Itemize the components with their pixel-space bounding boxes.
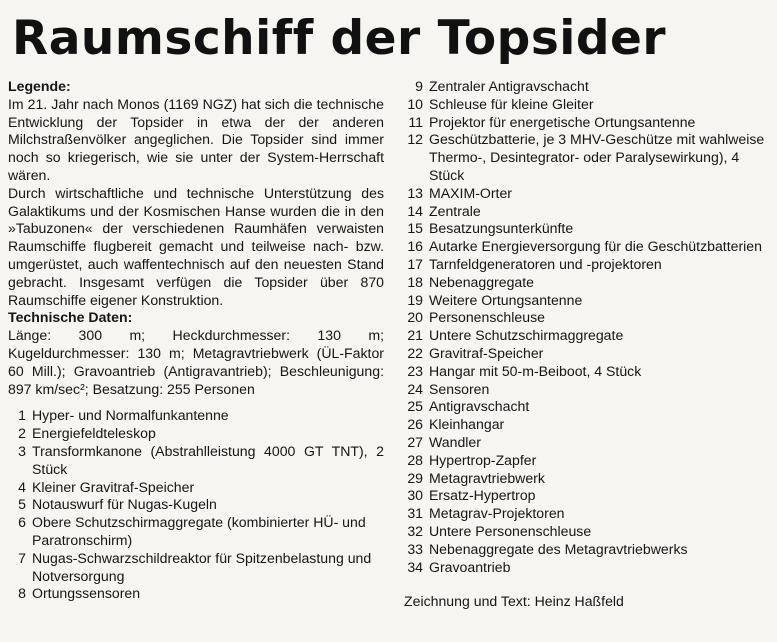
list-item bbox=[396, 434, 774, 452]
item-text: Nebenaggregate bbox=[429, 273, 535, 290]
list-item bbox=[396, 487, 774, 505]
item-text: Projektor für energetische Ortungsantenne bbox=[429, 113, 696, 130]
list-item bbox=[8, 443, 384, 479]
list-item bbox=[396, 185, 774, 203]
item-number: 19 bbox=[407, 291, 423, 308]
item-number: 28 bbox=[407, 451, 423, 468]
item-text: Zentraler Antigravschacht bbox=[429, 78, 589, 94]
item-number: 1 bbox=[18, 407, 26, 424]
item-number: 13 bbox=[407, 184, 423, 201]
item-number: 30 bbox=[407, 487, 423, 504]
item-text: Personenschleuse bbox=[429, 309, 545, 326]
list-item bbox=[396, 292, 774, 310]
item-text: Ersatz-Hypertrop bbox=[429, 487, 536, 504]
list-item bbox=[396, 114, 774, 132]
item-text: Wandler bbox=[429, 433, 481, 450]
right-column bbox=[396, 78, 774, 611]
list-item bbox=[396, 327, 774, 345]
item-text: Notauswurf für Nugas-Kugeln bbox=[32, 496, 217, 513]
left-column bbox=[8, 78, 384, 603]
item-number: 34 bbox=[407, 558, 423, 575]
item-number: 33 bbox=[407, 540, 423, 557]
item-number: 9 bbox=[415, 78, 423, 94]
list-item bbox=[8, 425, 384, 443]
item-number: 22 bbox=[407, 344, 423, 361]
list-item bbox=[396, 452, 774, 470]
item-number: 14 bbox=[407, 202, 423, 219]
list-item bbox=[396, 220, 774, 238]
list-item bbox=[396, 470, 774, 488]
item-text: Nebenaggregate des Metagravtriebwerks bbox=[429, 540, 688, 557]
list-item bbox=[8, 479, 384, 497]
item-text: Kleiner Gravitraf-Speicher bbox=[32, 478, 195, 495]
item-number: 4 bbox=[18, 478, 26, 495]
item-text: Antigravschacht bbox=[429, 398, 530, 415]
item-number: 2 bbox=[18, 425, 26, 442]
list-item bbox=[396, 541, 774, 559]
item-number: 27 bbox=[407, 433, 423, 450]
item-text: Nugas-Schwarzschildreaktor für Spitzenbelastung und Notversorgung bbox=[32, 549, 372, 584]
list-item bbox=[8, 514, 384, 550]
item-number: 6 bbox=[18, 514, 26, 531]
item-text: Untere Schutzschirmaggregate bbox=[429, 327, 624, 344]
page-title: Raumschiff der Topsider bbox=[12, 11, 667, 66]
item-text: Metagravtriebwerk bbox=[429, 469, 545, 486]
item-text: Geschützbatterie, je 3 MHV-Geschütze mit wahlweise Thermo-, Desintegrator- oder Paralysewirkung), 4 Stück bbox=[429, 131, 765, 183]
item-number: 32 bbox=[407, 522, 423, 539]
legend-list-right bbox=[396, 78, 774, 576]
item-text: Autarke Energieversorgung für die Geschützbatterien bbox=[429, 238, 762, 255]
list-item bbox=[396, 203, 774, 221]
legend-paragraph: Im 21. Jahr nach Monos (1169 NGZ) hat sich die technische Entwicklung der Topsider in etwa der der anderen Milchstraßenvölker angeglichen. Die Topsider sind immer noch so kriegerisch, wie sie unter der System-Herrschaft wären. bbox=[8, 95, 384, 183]
list-item bbox=[396, 309, 774, 327]
item-text: Ortungssensoren bbox=[32, 585, 141, 602]
item-text: MAXIM-Orter bbox=[429, 184, 512, 201]
item-text: Zentrale bbox=[429, 202, 481, 219]
item-text: Hypertrop-Zapfer bbox=[429, 451, 537, 468]
legend-list-left bbox=[8, 407, 384, 603]
item-text: Besatzungsunterkünfte bbox=[429, 220, 574, 237]
item-text: Schleuse für kleine Gleiter bbox=[429, 95, 594, 112]
item-text: Obere Schutzschirmaggregate (kombinierter HÜ- und Paratronschirm) bbox=[32, 514, 366, 548]
legend-paragraph: Durch wirtschaftliche und technische Unterstützung des Galaktikums und der Kosmischen Hanse wurden die in den »Tabuzonen« der verschiedenen Raumhäfen verwaisten Raumschiffe flugbereit gemacht und teilweise nach- bzw. umgerüstet, auch waffentechnisch auf den neuesten Stand gebracht. Insgesamt verfügen die Topsider über 870 Raumschiffe eigener Konstruktion. bbox=[8, 184, 384, 308]
author-credit: Zeichnung und Text: Heinz Haßfeld bbox=[404, 593, 624, 610]
item-number: 21 bbox=[407, 327, 423, 344]
list-item bbox=[396, 381, 774, 399]
item-number: 24 bbox=[407, 380, 423, 397]
item-number: 26 bbox=[407, 416, 423, 433]
list-item bbox=[396, 416, 774, 434]
item-number: 15 bbox=[407, 220, 423, 237]
list-item bbox=[396, 559, 774, 577]
item-number: 8 bbox=[18, 585, 26, 602]
technical-data-heading: Technische Daten: bbox=[8, 309, 133, 326]
item-text: Tarnfeldgeneratoren und -projektoren bbox=[429, 255, 662, 272]
item-text: Kleinhangar bbox=[429, 416, 505, 433]
list-item bbox=[396, 274, 774, 292]
item-text: Weitere Ortungsantenne bbox=[429, 291, 583, 308]
item-number: 3 bbox=[18, 442, 26, 459]
item-number: 5 bbox=[18, 496, 26, 513]
item-number: 10 bbox=[407, 95, 423, 112]
list-item bbox=[396, 256, 774, 274]
item-number: 11 bbox=[408, 113, 423, 130]
item-number: 18 bbox=[407, 273, 423, 290]
item-number: 7 bbox=[18, 549, 26, 566]
list-item bbox=[396, 363, 774, 381]
list-item bbox=[396, 398, 774, 416]
item-number: 12 bbox=[407, 131, 423, 148]
list-item bbox=[396, 131, 774, 184]
list-item bbox=[8, 550, 384, 586]
item-number: 25 bbox=[407, 398, 423, 415]
list-item bbox=[396, 345, 774, 363]
list-item bbox=[8, 585, 384, 603]
item-text: Hangar mit 50-m-Beiboot, 4 Stück bbox=[429, 362, 642, 379]
item-text: Transformkanone (Abstrahlleistung 4000 GT TNT), 2 Stück bbox=[32, 442, 384, 477]
item-number: 29 bbox=[407, 469, 423, 486]
item-text: Gravoantrieb bbox=[429, 558, 511, 575]
item-text: Sensoren bbox=[429, 380, 490, 397]
item-text: Energiefeldteleskop bbox=[32, 425, 156, 442]
item-text: Gravitraf-Speicher bbox=[429, 344, 544, 361]
item-number: 23 bbox=[407, 362, 423, 379]
list-item bbox=[396, 238, 774, 256]
item-number: 17 bbox=[407, 255, 423, 272]
list-item bbox=[8, 496, 384, 514]
list-item bbox=[396, 78, 774, 96]
item-number: 16 bbox=[407, 238, 423, 255]
list-item bbox=[396, 523, 774, 541]
technical-data-text: Länge: 300 m; Heckdurchmesser: 130 m; Kugeldurchmesser: 130 m; Metagravtriebwerk (ÜL-Faktor 60 Mill.); Gravoantrieb (Antigravantrieb); Beschleunigung: 897 km/sec²; Besatzung: 255 Personen bbox=[8, 327, 384, 397]
item-text: Hyper- und Normalfunkantenne bbox=[32, 407, 229, 424]
list-item bbox=[396, 505, 774, 523]
item-text: Untere Personenschleuse bbox=[429, 522, 592, 539]
legend-heading: Legende: bbox=[8, 78, 71, 94]
list-item bbox=[8, 407, 384, 425]
item-text: Metagrav-Projektoren bbox=[429, 505, 565, 522]
item-number: 31 bbox=[407, 505, 423, 522]
list-item bbox=[396, 96, 774, 114]
item-number: 20 bbox=[407, 309, 423, 326]
